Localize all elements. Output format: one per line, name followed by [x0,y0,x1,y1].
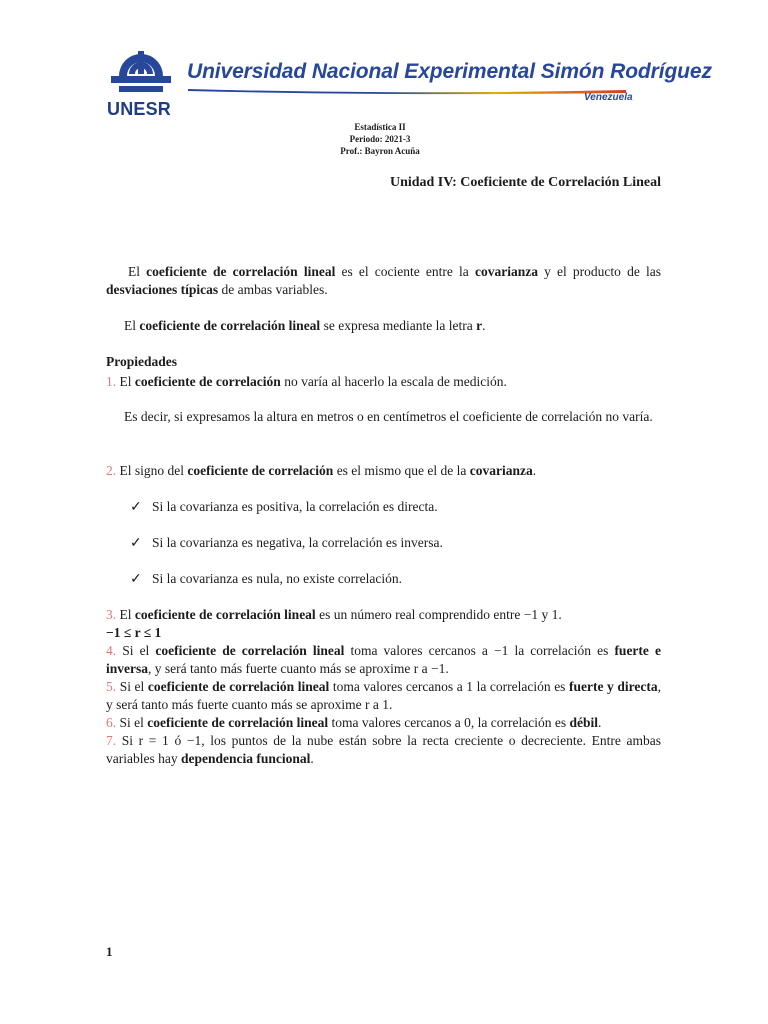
university-country: Venezuela [584,92,633,103]
check-icon: ✓ [130,536,142,551]
property-6: 6. Si el coeficiente de correlación lineal toma valores cercanos a 0, la correlación es débil. [106,715,602,730]
intro-paragraph-1: El coeficiente de correlación lineal es el cociente entre la covarianza y el producto de las desviaciones típicas de ambas variables. [106,264,661,297]
course-professor: Prof.: Bayron Acuña [340,146,420,156]
course-subject: Estadística II [354,122,406,132]
university-name: Universidad Nacional Experimental Simón Rodríguez [187,60,712,83]
page-number: 1 [106,944,113,959]
property-2: 2. El signo del coeficiente de correlación es el mismo que el de la covarianza. [106,463,537,478]
logo-abbreviation: UNESR [107,99,172,119]
checklist-item: ✓ Si la covarianza es positiva, la correlación es directa. [130,499,438,515]
header-divider [188,87,626,95]
property-5: 5. Si el coeficiente de correlación lineal toma valores cercanos a 1 la correlación es fuerte y directa, y será tanto más fuerte cuanto más se aproxime r a 1. [106,679,661,712]
properties-heading: Propiedades [106,354,178,369]
check-icon: ✓ [130,500,142,515]
unesr-logo-icon [111,46,171,96]
property-7: 7. Si r = 1 ó −1, los puntos de la nube están sobre la recta creciente o decreciente. Entre ambas variables hay dependencia funcional. [106,733,661,766]
course-info [300,121,460,157]
course-period: Periodo: 2021-3 [349,134,411,144]
property-3: 3. El coeficiente de correlación lineal es un número real comprendido entre −1 y 1. [106,607,562,622]
checklist-item: ✓ Si la covarianza es nula, no existe correlación. [130,571,403,587]
intro-paragraph-2: El coeficiente de correlación lineal se expresa mediante la letra r. [124,318,486,333]
correlation-range: −1 ≤ r ≤ 1 [106,625,162,640]
property-1-note: Es decir, si expresamos la altura en metros o en centímetros el coeficiente de correlación no varía. [124,409,653,424]
property-1: 1. El coeficiente de correlación no varía al hacerlo la escala de medición. [106,374,507,389]
unit-title: Unidad IV: Coeficiente de Correlación Lineal [389,175,661,190]
check-icon: ✓ [130,572,142,587]
property-4: 4. Si el coeficiente de correlación lineal toma valores cercanos a −1 la correlación es fuerte e inversa, y será tanto más fuerte cuanto más se aproxime r a −1. [106,643,661,676]
checklist-item: ✓ Si la covarianza es negativa, la correlación es inversa. [130,535,443,551]
